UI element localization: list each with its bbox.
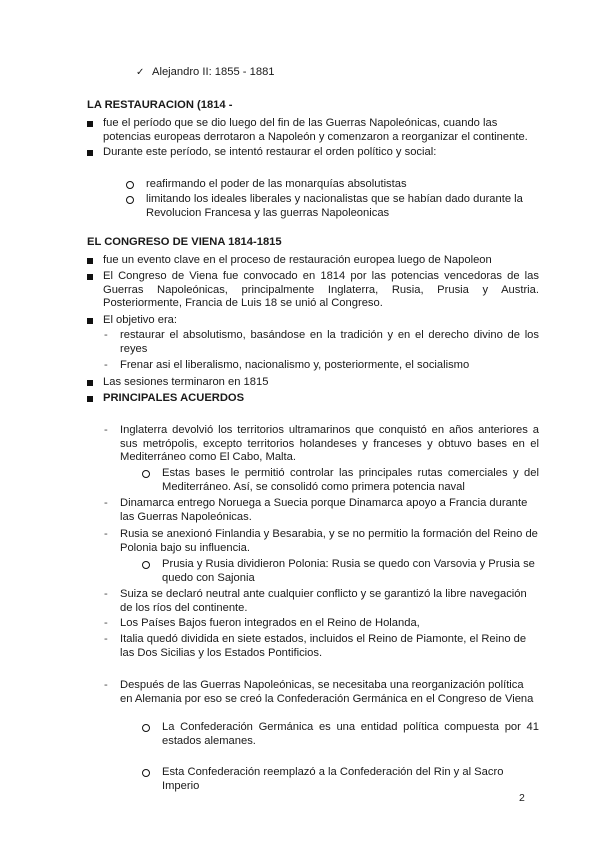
restauracion-subitem-1: reafirmando el poder de las monarquías absolutistas xyxy=(126,178,538,192)
circle-bullet-icon xyxy=(142,769,150,777)
acuerdo-suiza: - Suiza se declaró neutral ante cualquier conflicto y se garantizó la libre navegación de los ríos del continente. xyxy=(104,588,527,614)
dash-bullet: - xyxy=(104,679,108,691)
objective-1: - restaurar el absolutismo, basándose en la tradición y en el derecho divino de los reyes xyxy=(104,329,539,355)
square-bullet-icon xyxy=(87,380,93,386)
dash-bullet: - xyxy=(104,359,108,371)
restauracion-subitem-2: limitando los ideales liberales y nacionalistas que se habían dado durante la Revolucion Francesa y las guerras Napoleonicas xyxy=(126,193,538,220)
square-bullet-icon xyxy=(87,121,93,127)
acuerdo-polonia-sub: Prusia y Rusia dividieron Polonia: Rusia se quedo con Varsovia y Prusia se quedo con Sajonia xyxy=(142,558,539,585)
acuerdo-dinamarca: - Dinamarca entrego Noruega a Suecia porque Dinamarca apoyo a Francia durante las Guerras Napoleónicas. xyxy=(104,497,528,523)
dash-bullet: - xyxy=(104,588,108,600)
square-bullet-icon xyxy=(87,150,93,156)
congreso-bullet-5: PRINCIPALES ACUERDOS xyxy=(87,392,539,406)
congreso-bullet-4: Las sesiones terminaron en 1815 xyxy=(87,376,539,390)
acuerdo-alemania: - Después de las Guerras Napoleónicas, se necesitaba una reorganización política en Alemania por eso se creó la Confederación Germánica en el Congreso de Viena xyxy=(104,679,534,705)
congreso-bullet-3: El objetivo era: xyxy=(87,314,539,328)
dash-bullet: - xyxy=(104,329,108,341)
dash-bullet: - xyxy=(104,617,108,629)
acuerdo-rusia: - Rusia se anexionó Finlandia y Besarabia, y se no permitio la formación del Reino de Polonia bajo su influencia. xyxy=(104,528,538,554)
acuerdo-inglaterra: - Inglaterra devolvió los territorios ultramarinos que conquistó en años anteriores a sus metrópolis, excepto territorios holandeses y franceses y obtuvo bases en el Mediterráneo como El Cabo, Malta. xyxy=(104,424,539,464)
square-bullet-icon xyxy=(87,396,93,402)
acuerdo-confederacion-sub-2: Esta Confederación reemplazó a la Confederación del Rin y al Sacro Imperio xyxy=(142,766,539,793)
square-bullet-icon xyxy=(87,258,93,264)
circle-bullet-icon xyxy=(126,181,134,189)
acuerdo-inglaterra-sub: Estas bases le permitió controlar las principales rutas comerciales y del Mediterráneo. Así, se consolidó como primera potencia naval xyxy=(142,467,539,494)
restauracion-heading: LA RESTAURACION (1814 - xyxy=(87,99,233,111)
circle-bullet-icon xyxy=(126,196,134,204)
congreso-bullet-1: fue un evento clave en el proceso de restauración europea luego de Napoleon xyxy=(87,254,539,268)
square-bullet-icon xyxy=(87,318,93,324)
dash-bullet: - xyxy=(104,633,108,645)
square-bullet-icon xyxy=(87,274,93,280)
congreso-bullet-2: El Congreso de Viena fue convocado en 1814 por las potencias vencedoras de las Guerras Napoleónicas, principalmente Inglaterra, Rusia, Prusia y Austria. Posteriormente, Francia de Luis 18 se unió al Congreso. xyxy=(87,270,539,311)
top-check-item xyxy=(136,66,275,80)
objective-2: - Frenar asi el liberalismo, nacionalismo y, posteriormente, el socialismo xyxy=(104,359,470,371)
acuerdo-confederacion-sub-1: La Confederación Germánica es una entidad política compuesta por 41 estados alemanes. xyxy=(142,721,539,748)
circle-bullet-icon xyxy=(142,470,150,478)
top-check-text: Alejandro II: 1855 - 1881 xyxy=(152,66,275,78)
dash-bullet: - xyxy=(104,424,108,436)
page-number: 2 xyxy=(519,792,525,804)
restauracion-bullet-2: Durante este período, se intentó restaurar el orden político y social: xyxy=(87,146,539,160)
dash-bullet: - xyxy=(104,497,108,509)
acuerdo-italia: - Italia quedó dividida en siete estados, incluidos el Reino de Piamonte, el Reino de las Dos Sicilias y los Estados Pontificios. xyxy=(104,633,527,659)
restauracion-bullet-1: fue el período que se dio luego del fin de las Guerras Napoleónicas, cuando las potencias europeas derrotaron a Napoleón y comenzaron a reorganizar el continente. xyxy=(87,117,539,144)
checkmark-icon: ✓ xyxy=(136,67,145,78)
acuerdo-paises-bajos: - Los Países Bajos fueron integrados en el Reino de Holanda, xyxy=(104,617,420,629)
congreso-heading: EL CONGRESO DE VIENA 1814-1815 xyxy=(87,236,282,248)
dash-bullet: - xyxy=(104,528,108,540)
circle-bullet-icon xyxy=(142,561,150,569)
circle-bullet-icon xyxy=(142,724,150,732)
